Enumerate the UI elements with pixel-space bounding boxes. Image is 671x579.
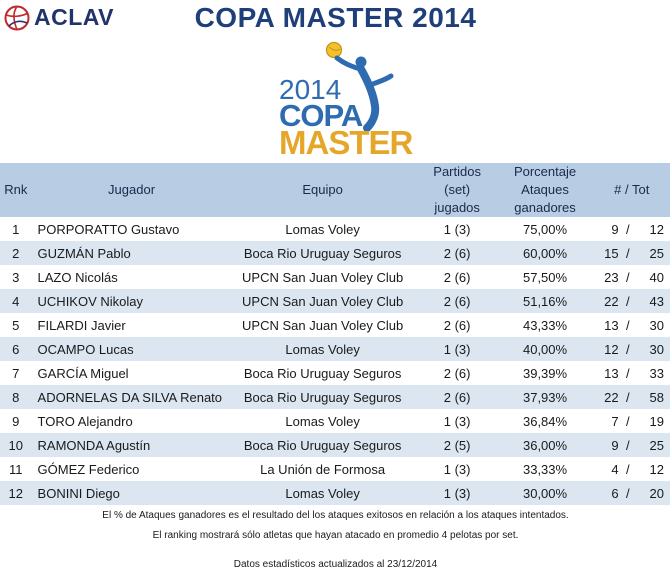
cell-tot: 25 [649, 245, 664, 261]
cell-pct: 36,00% [522, 437, 568, 453]
cell-pct: 37,93% [522, 389, 568, 405]
cell-num: 9 [611, 437, 619, 453]
cell-tot: 12 [649, 461, 664, 477]
header-tot: # / Tot [614, 182, 650, 197]
footnote-2: El ranking mostrará sólo atletas que hayan atacado en promedio 4 pelotas por set. [152, 530, 519, 541]
copa-master-logo [275, 40, 413, 161]
table-row [0, 361, 670, 385]
cell-pct: 43,33% [522, 317, 568, 333]
cell-num: 22 [604, 389, 619, 405]
cell-tot: 58 [649, 389, 664, 405]
cell-tot: 33 [649, 365, 664, 381]
cell-rank: 2 [12, 245, 20, 261]
table-row [0, 313, 670, 337]
cell-team: UPCN San Juan Voley Club [242, 293, 404, 309]
cell-tot: 43 [649, 293, 664, 309]
brand-name: ACLAV [34, 4, 115, 30]
logo-copa: COPA [279, 98, 363, 133]
header-pct-line1: Porcentaje Ataques [513, 164, 577, 197]
cell-player: GUZMÁN Pablo [37, 245, 131, 261]
table-body [0, 217, 670, 505]
cell-rank: 11 [9, 461, 23, 477]
header-matches-line1: Partidos [433, 164, 481, 179]
cell-rank: 12 [8, 485, 23, 501]
cell-rank: 5 [12, 317, 20, 333]
cell-matches: 2 (6) [443, 269, 471, 285]
cell-slash: / [625, 293, 630, 309]
cell-tot: 40 [649, 269, 664, 285]
cell-num: 7 [611, 413, 619, 429]
cell-tot: 30 [649, 317, 664, 333]
cell-slash: / [625, 317, 630, 333]
cell-slash: / [625, 269, 630, 285]
cell-team: Boca Rio Uruguay Seguros [243, 437, 402, 453]
cell-pct: 60,00% [522, 245, 568, 261]
cell-num: 13 [604, 365, 619, 381]
cell-matches: 1 (3) [443, 413, 471, 429]
cell-slash: / [625, 341, 630, 357]
cell-num: 22 [604, 293, 619, 309]
header-matches-line2: (set) jugados [434, 182, 480, 215]
cell-rank: 7 [12, 365, 20, 381]
cell-pct: 30,00% [522, 485, 568, 501]
cell-tot: 20 [649, 485, 664, 501]
cell-matches: 1 (3) [443, 221, 471, 237]
cell-matches: 1 (3) [443, 485, 471, 501]
cell-player: GÓMEZ Federico [37, 461, 140, 477]
table-row [0, 481, 670, 505]
table-row [0, 289, 670, 313]
ranking-table [0, 163, 670, 505]
cell-player: LAZO Nicolás [37, 269, 118, 285]
table-row [0, 337, 670, 361]
cell-matches: 2 (6) [443, 317, 471, 333]
cell-tot: 30 [649, 341, 664, 357]
cell-matches: 2 (6) [443, 365, 471, 381]
cell-team: UPCN San Juan Voley Club [242, 269, 404, 285]
cell-slash: / [625, 365, 630, 381]
cell-slash: / [625, 413, 630, 429]
header-pct-line2: ganadores [514, 200, 576, 215]
cell-num: 23 [604, 269, 619, 285]
header-team: Equipo [302, 182, 343, 197]
cell-player: ADORNELAS DA SILVA Renato [37, 389, 223, 405]
cell-slash: / [625, 485, 630, 501]
table-row [0, 409, 670, 433]
cell-slash: / [625, 461, 630, 477]
cell-team: Lomas Voley [285, 341, 360, 357]
table-row [0, 385, 670, 409]
cell-player: UCHIKOV Nikolay [37, 293, 143, 309]
cell-tot: 12 [649, 221, 664, 237]
header-matches [418, 163, 497, 217]
cell-rank: 1 [12, 221, 20, 237]
cell-num: 9 [611, 221, 619, 237]
page-title: COPA MASTER 2014 [194, 2, 477, 33]
cell-slash: / [625, 437, 630, 453]
cell-player: RAMONDA Agustín [37, 437, 151, 453]
cell-num: 13 [604, 317, 619, 333]
cell-num: 4 [611, 461, 619, 477]
table-row [0, 217, 670, 241]
table-header-row [0, 163, 670, 217]
cell-rank: 9 [12, 413, 20, 429]
cell-player: OCAMPO Lucas [37, 341, 134, 357]
cell-team: Boca Rio Uruguay Seguros [243, 365, 402, 381]
logo-year: 2014 [279, 74, 342, 105]
cell-matches: 1 (3) [443, 461, 471, 477]
cell-slash: / [625, 245, 630, 261]
cell-player: TORO Alejandro [37, 413, 133, 429]
cell-team: Boca Rio Uruguay Seguros [243, 389, 402, 405]
cell-team: Lomas Voley [285, 413, 360, 429]
table-row [0, 241, 670, 265]
table-row [0, 265, 670, 289]
header-player: Jugador [108, 182, 156, 197]
table-row [0, 433, 670, 457]
cell-num: 12 [604, 341, 619, 357]
footnotes [0, 506, 671, 546]
logo-master: MASTER [279, 124, 413, 161]
cell-pct: 75,00% [522, 221, 568, 237]
cell-rank: 6 [12, 341, 20, 357]
cell-num: 15 [604, 245, 619, 261]
cell-pct: 36,84% [522, 413, 568, 429]
footnote-1: El % de Ataques ganadores es el resultado del los ataques exitosos en relación a los ataques intentados. [102, 510, 569, 521]
cell-player: FILARDI Javier [37, 317, 126, 333]
cell-player: GARCÍA Miguel [37, 365, 129, 381]
cell-player: BONINI Diego [37, 485, 120, 501]
cell-tot: 19 [649, 413, 664, 429]
cell-num: 6 [611, 485, 619, 501]
cell-team: Lomas Voley [285, 485, 360, 501]
cell-pct: 33,33% [522, 461, 568, 477]
updated-note: Datos estadísticos actualizados al 23/12/2014 [233, 559, 438, 570]
cell-player: PORPORATTO Gustavo [37, 221, 180, 237]
table-row [0, 457, 670, 481]
cell-slash: / [625, 221, 630, 237]
cell-team: Boca Rio Uruguay Seguros [243, 245, 402, 261]
cell-tot: 25 [649, 437, 664, 453]
cell-pct: 39,39% [522, 365, 568, 381]
cell-rank: 8 [12, 389, 20, 405]
cell-rank: 3 [12, 269, 20, 285]
cell-pct: 57,50% [522, 269, 568, 285]
cell-team: UPCN San Juan Voley Club [242, 317, 404, 333]
cell-matches: 2 (6) [443, 245, 471, 261]
cell-rank: 4 [12, 293, 20, 309]
cell-pct: 51,16% [522, 293, 568, 309]
header-rank: Rnk [4, 182, 28, 197]
cell-slash: / [625, 389, 630, 405]
header-pct [497, 163, 594, 217]
cell-matches: 2 (5) [443, 437, 471, 453]
cell-matches: 1 (3) [443, 341, 471, 357]
cell-matches: 2 (6) [443, 293, 471, 309]
cell-rank: 10 [8, 437, 23, 453]
cell-team: La Unión de Formosa [260, 461, 386, 477]
cell-matches: 2 (6) [443, 389, 471, 405]
cell-pct: 40,00% [522, 341, 568, 357]
cell-team: Lomas Voley [285, 221, 360, 237]
